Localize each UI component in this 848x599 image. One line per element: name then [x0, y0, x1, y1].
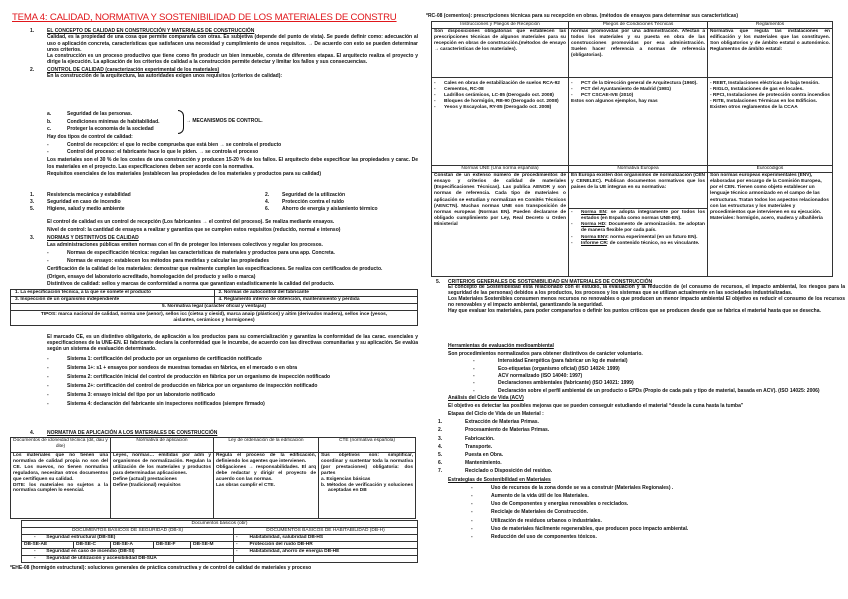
cell-text: Leyes, normas… emitidas por adm y organismos de normalización. Regulan la utilización de los materiales y productos para determinadas aplicaciones.: [113, 453, 211, 476]
list-item: Sistema 1: certificación del producto por un organismo de certificación notificado: [67, 355, 262, 362]
bullet: -: [47, 149, 49, 156]
table-cell: normas promovidas por una administración. Afectan a todos los materiales y su puesta en obra de las construcciones promovidas por esa administración. Suelen hacer referencia a normas de referencia (obligatorias).: [569, 29, 708, 78]
list-item: Sistema 4: declaración del fabricante sin inspectores notificados (siempre firmado): [67, 400, 265, 407]
section-number: 3.: [30, 234, 35, 241]
list-item: Fabricación.: [465, 435, 495, 442]
table-cell: [214, 453, 319, 519]
section-number: 5.: [436, 279, 441, 285]
table-header: Pliegos de Condiciones Técnicas: [569, 22, 708, 29]
list-item: PCT de la Dirección general de Arquitectura (1960).: [581, 81, 698, 87]
list-marker: 4.: [438, 443, 443, 450]
paragraph: Distintivos de calidad: sellos y marcas de conformidad a norma que garantizan estadísticamente la calidad del producto.: [47, 281, 335, 288]
section-number: 4.: [30, 430, 35, 436]
table-cell: - Cales en obras de estabilización de suelos RCA-92 - Cementos, RC-08 - Ladrillos cerámicos, LC-85 (Derogado oct. 2008) - Bloques de hormigón, RB-90 (Derogado oct. 2008) - Yesos y Escayolas, RY-85 (Derogado oct. 2008): [432, 78, 569, 166]
cell-text: Sus objetivos son: simplificar, coordinar y sustentar toda la normativa (por prestaciones) obligatoria: dos partes: [321, 453, 413, 476]
section-number: 2.: [30, 66, 35, 73]
section-heading: CONTROL DE CALIDAD (caracterización experimental de los materiales): [47, 66, 220, 73]
bullet: -: [47, 257, 49, 264]
bullet: -: [47, 250, 49, 257]
paragraph: Hay que evaluar los materiales, para poder compararlos o definir los puntos críticos que se producen desde que se fabrica el material hasta que se desecha.: [448, 308, 821, 315]
regulation-table: [10, 437, 416, 519]
list-item: Sistema 2: certificación inicial del control de producción en fábrica por un organismo de inspección notificado: [67, 373, 331, 380]
table-header: Ley de ordenación de la edificación: [214, 438, 319, 453]
list-item: - REBT, Instalaciones eléctricas de baja tensión.: [710, 81, 820, 87]
cell-text: b. Métodos de verificación y soluciones aceptadas en DB: [321, 482, 413, 494]
table-cell: Son normas europeas experimentales (ENV), elaboradas por encargo de la Comisión Europea, por el CEN. Tienen como objeto establecer un lenguaje técnico armonizado en el campo de las estructuras. Tratan todos los aspectos relacionados con las estructuras y los materiales y procedimientos que intervienen en su ejecución. Materiales: hormigón, acero, madera y albañilería: [708, 173, 833, 277]
list-marker: 6.: [265, 206, 270, 212]
list-item: Extracción de Materias Primas.: [465, 419, 539, 426]
list-item: Reciclado o Disposición del residuo.: [465, 468, 553, 475]
table-cell: [111, 453, 214, 519]
norm-desc: : de contenido técnico, no es vinculante.: [606, 240, 700, 246]
basic-documents-table: [21, 520, 418, 563]
table-cell: En Europa existen dos organismos de normalización (CEN y CENELEC). Publican documentos normativos que los países de la UE integran en su normativa: - Norma EN: se adopta íntegramente por todos los estados (en España como normas UNE-EN). - Norma HD: Documento de armonización. Se adoptan de manera flexible por cada país. - Norma ENV: norma experimental (en un futuro EN). - Informe CR: de contenido técnico, no es vinculante.: [569, 173, 708, 277]
list-item: - RPCI, Instalaciones de protección contra incendios: [710, 93, 830, 99]
bullet: -: [234, 549, 248, 556]
bullet: -: [47, 373, 49, 380]
norm-name: Norma HD: [581, 222, 606, 228]
list-item: Uso de Componentes y energías renovables o reciclados.: [491, 501, 629, 508]
list-item: Condiciones mínimas de habitabilidad.: [67, 118, 160, 125]
table-cell: 5. Normativa legal (carácter oficial y ventajas): [11, 304, 418, 311]
list-marker: 7.: [438, 468, 443, 475]
list-item: Normas de ensayo: establecen los métodos para medirlas y calcular las propiedades: [67, 257, 270, 264]
list-marker: 5.: [438, 452, 443, 459]
list-item: Intensidad Energética (para fabricar un kg de material): [498, 358, 628, 365]
table-cell: Constan de un extenso número de procedimientos de ensayo y criterios de calidad de materiales (Especificaciones Técnicas). Las publica AENOR y son normas de referencia. Cada tipo de materiales o aplicación se estudian y normalizan en Comités Técnicos (AENCTN). Muchas normas UNE son transposición de normas europeas (Normas EN). Pueden declararse de obligado cumplimiento por Ley, Real Decreto u Orden Ministerial: [432, 173, 569, 277]
cell-text: Define (tradicional) requisitos: [113, 482, 181, 488]
paragraph: Los materiales son el 30 % de los costes de una construcción y producen 15-20 % de los fallos. El arquitecto debe especificar las propiedades y carac. De los materiales en el proyecto. Las especificaciones deben ser acorde con la normativa.: [47, 156, 418, 170]
list-item: Cales en obras de estabilización de suelos RCA-92: [444, 81, 560, 87]
norm-name: Norma ENV: [581, 234, 608, 240]
list-item: Aumento de la vida útil de los Materiales.: [491, 493, 589, 500]
list-marker: a.: [47, 111, 52, 117]
table-header: Normativa de aplicación: [111, 438, 214, 453]
section-3: [30, 219, 418, 289]
table-header: Eurocódigos: [708, 166, 833, 173]
cell-text: Las obras cumplir el CTE.: [216, 482, 275, 488]
table-cell: TIPOS: marca nacional de calidad, norma une (aenor), sellos icc (cietsa y ciesid), marca anaip (plásticos) y aitim (derivados madera), sellos ince (yesos, aislantes, cerámicos y hormigones): [11, 311, 418, 326]
list-item: Resistencia mecánica y estabilidad: [47, 192, 131, 198]
cell-text: Seguridad en caso de incendio (DB-SI): [46, 549, 135, 554]
quality-marks-table: [10, 289, 418, 326]
bullet: -: [47, 141, 49, 148]
list-item: Sistema 3: ensayo inicial del tipo por un laboratorio notificado: [67, 391, 216, 398]
paragraph: Hay dos tipos de control de calidad:: [47, 134, 133, 140]
paragraph: Calidad, es la propiedad de una cosa que permite compararla con otras. Es subjetiva (depende del punto de vista). Se puede definir como: adecuación al uso o aplicación concreta, características que satisfacen una necesidad y cumplimiento de unos requisitos. → De acuerdo con esto se pueden determinar unos criterios.: [47, 34, 418, 53]
list-marker: 4.: [265, 199, 270, 205]
table-cell: [319, 453, 416, 519]
table-header: CTE (normativa española): [319, 438, 416, 453]
list-item: Seguridad de las personas.: [67, 111, 133, 117]
page-title: TEMA 4: CALIDAD, NORMATIVA Y SOSTENIBILIDAD DE LOS MATERIALES DE CONSTRU: [12, 12, 397, 23]
section-heading: CRITERIOS GENERALES DE SOSTENIBILIDAD EN MATERIALES DE CONSTRUCCIÓN: [448, 279, 653, 285]
list-item: Transporte.: [465, 443, 493, 450]
table-cell: 4. Reglamento interno de obtención, mantenimiento y pérdida: [214, 297, 418, 304]
table-header: Normas UNE (Una norma española): [432, 166, 569, 173]
table-cell: Son disposiciones obligatorias que establecen las prescripciones técnicas de algunos materiales para su recepción en obras de construcción.(métodos de ensayo → características de los materiales).: [432, 29, 569, 78]
list-marker: 2.: [265, 192, 270, 198]
norm-desc: : se adopta íntegramente por todos los estados (en España como normas UNE-EN).: [581, 210, 705, 222]
paragraph: Los Materiales Sostenibles consumen menos recursos no renovables o que producen un menor impacto ambiental El objetivo es reducir el consumo de los recursos no renovables y el impacto ambiental, garantizando la seguridad.: [448, 296, 845, 309]
list-item: Declaraciones ambientales (fabricante) (ISO 14021: 1999): [498, 380, 634, 387]
footnote: *EHE-08 (hormigón estructural): soluciones generales de práctica constructiva y de control de calidad de materiales y proceso: [10, 565, 312, 571]
bullet: -: [34, 556, 36, 561]
paragraph: Certificación de la calidad de los materiales: demostrar que realmente cumplen las especificaciones. Se realiza con certificados de producto.: [47, 265, 383, 272]
section-heading: EL CONCEPTO DE CALIDAD EN CONSTRUCCIÓN Y MATERIALES DE CONSTRUCCIÓN: [47, 28, 255, 34]
list-item: Yesos y Escayolas, RY-85 (Derogado oct. 2008): [444, 105, 552, 111]
list-marker: 1.: [438, 419, 443, 426]
table-cell: Protección del ruido DB-HR: [248, 542, 418, 549]
list-item: Declaración sobre el perfil ambiental de un producto o EPDs (Propio de cada país y tipo de material, basada en ACV). (ISO 14025: 2006): [498, 387, 820, 394]
cell-text: En Europa existen dos organismos de normalización (CEN y CENELEC). Publican documentos normativos que los países de la UE integran en su normativa:: [569, 173, 707, 209]
sustainability-details: Herramientas de evaluación medioambiental Son procedimientos normalizados para obtener distintivos de carácter voluntario. - Intensidad Energética (para fabricar un kg de material) - Eco-etiquetas (organismo oficial) (ISO 14024: 1999) - ACV normalizado (ISO 14040: 1997) - Declaraciones ambientales (fabricante) (ISO 14021: 1999) - Declaración sobre el perfil ambiental de un producto o EPDs (Propio de cada país y tipo de material, basada en ACV). (ISO 14025: 2006) Análisis del Ciclo de Vida (ACV) El objetivo es detectar las posibles mejoras que se pueden conseguir estudiando el material “desde la cuna hasta la tumba” Etapas del Ciclo de Vida de un Material : 1. Extracción de Materias Primas. 2. Procesamiento de Materias Primas. 3. Fabricación. 4. Transporte. 5. Puesta en Obra. 6. Mantenimiento. 7. Reciclado o Disposición del residuo. Estrategias de Sostenibilidad en Materiales - Uso de recursos de la zona donde se va a construir (Materiales Regionales) . - Aumento de la vida útil de los Materiales. - Uso de Componentes y energías renovables o reciclados. - Reciclaje de Materiales de Construcción. - Utilización de residuos urbanos o industriales. - Uso de materiales fácilmente regenerables, que producen poco impacto ambiental. - Reducción del uso de componentes tóxicos.: [448, 342, 845, 541]
bullet: -: [234, 535, 248, 542]
table-header: Documentos básicos (obr): [22, 521, 418, 528]
list-marker: c.: [47, 126, 52, 132]
subheading: Herramientas de evaluación medioambiental: [448, 343, 554, 349]
paragraph: El concepto de Sostenibilidad está relacionado con el estudio, la evaluación y la reducción de (el consumo de recursos, el impacto ambiental, los riesgos para la seguridad de las personas) debidos a los productos, los procesos y los sistemas que se utilizan actualmente en las sociedades industrializadas.: [448, 284, 845, 297]
table-header: Reglamentos: [708, 22, 833, 29]
reception-table: [431, 21, 833, 277]
table-cell: 2. Normas de autocontrol del fabricante: [214, 290, 418, 297]
cell-text: Seguridad de utilización y accesibilidad DB-SUA: [46, 556, 157, 561]
list-marker: 1.: [30, 192, 35, 198]
cell-text: Estos son algunos ejemplos, hay mas: [571, 99, 658, 105]
table-cell: [22, 535, 234, 542]
paragraph: El marcado CE, es un distintivo obligatorio, de aplicación a los productos para su comercialización y garantiza la conformidad de las carac. esenciales y especificaciones de la UNE-EN. El fabricante declara la conformidad que le incumbe, de acuerdo con las directivas comunitarias y su aplicación. Se evalúa según un sistema de evaluación determinado.: [47, 334, 418, 353]
list-item: Protección contra el ruido: [282, 199, 344, 205]
mechanisms-label: → MECANISMOS DE CONTROL.: [186, 118, 263, 124]
paragraph: Requisitos esenciales de los materiales (establecen las propiedades de los materiales y productos para su calidad): [47, 170, 321, 177]
paragraph: El objetivo es detectar las posibles mejoras que se pueden conseguir estudiando el material “desde la cuna hasta la tumba”: [448, 402, 744, 409]
list-item: Control de recepción: el que lo recibe comprueba que está bien → se controla el producto: [67, 141, 282, 148]
section-number: 1.: [30, 28, 35, 34]
table-cell: 3. Inspección de un organismo independiente: [11, 297, 215, 304]
list-item: PCT CSCAE-IVE (2010): [581, 93, 634, 99]
list-item: Puesta en Obra.: [465, 452, 504, 459]
paragraph: La construcción es un proceso productivo que tiene como fin producir un bien inmueble, consta de diferentes etapas. El arquitecto realiza el proyecto y dirige la ejecución. La aplicación de los criterios de calidad a la construcción permite detectar y limitar los fallos y sus consecuencias.: [47, 52, 418, 65]
list-item: Ahorro de energía y aislamiento térmico: [282, 206, 378, 212]
cell-text: Define (actual) prestaciones: [113, 476, 177, 482]
norm-name: Informe CR: [581, 240, 607, 246]
list-item: Procesamiento de Materias Primas.: [465, 427, 550, 434]
section-1: [30, 28, 418, 80]
table-header: DOCUMENTOS BÁSICOS DE SEGURIDAD (DB-S): [22, 528, 234, 535]
table-cell: Habitabilidad, salubridad DB-HS: [248, 535, 418, 542]
list-item: Ladrillos cerámicos, LC-85 (Derogado oct. 2008): [444, 93, 554, 99]
table-cell: 1. La especificación técnica, a la que se somete el producto: [11, 290, 215, 297]
list-item: PCT del Ayuntamiento de Madrid (1981): [581, 87, 671, 93]
table-cell: DB-SE-F: [154, 542, 191, 549]
bullet: -: [47, 355, 49, 362]
table-header: Instrucciones y Pliegos de Recepción: [432, 22, 569, 29]
paragraph: (Origen, ensayo del laboratorio acreditado, homologación del producto y sello o marca): [47, 273, 256, 280]
cell-text: Obligaciones → responsabilidades. El arq debe redactar y dirigir el proyecto de acuerdo con las normas.: [216, 464, 316, 482]
list-item: Normas de especificación técnica: regulan las características de materiales y productos para una app. Concreta.: [67, 250, 335, 257]
norm-name: Norma EN: [581, 210, 606, 216]
section-heading: NORMATIVA DE APLICACIÓN A LOS MATERIALES DE CONSTRUCCIÓN: [47, 430, 218, 436]
list-item: - RITE, Instalaciones Térmicas en los Edificios.: [710, 99, 818, 105]
list-item: Seguridad en caso de incendio: [47, 199, 121, 205]
list-marker: 2.: [438, 427, 443, 434]
cell-text: a. Exigencias básicas: [321, 476, 371, 482]
table-cell: DB-SE-C: [74, 542, 111, 549]
bullet: -: [34, 549, 36, 554]
table-cell: [708, 78, 833, 166]
list-item: Higiene, salud y medio ambiente: [47, 206, 125, 212]
paragraph: El control de calidad es un control de recepción (Los fabricantes → el control del proceso). Se realiza mediante ensayos.: [47, 219, 335, 225]
list-item: Mantenimiento.: [465, 460, 502, 467]
cell-text: Los materiales que no tienen una normativa de calidad propia no son del CE. Los nuevos, no tienen normativa reguladora, necesitan otros documentos que certifiquen su calidad.: [13, 453, 108, 482]
list-marker: 5.: [30, 206, 35, 212]
table-cell: [22, 556, 234, 563]
table-cell: [22, 549, 234, 556]
ce-marking: [47, 334, 418, 409]
section-5: [436, 279, 845, 315]
list-item: Eco-etiquetas (organismo oficial) (ISO 14024: 1999): [498, 365, 620, 372]
list-item: Utilización de residuos urbanos o industriales.: [491, 517, 602, 524]
list-item: Sistema 2+: certificación del control de producción en fábrica por un organismo de inspección notificado: [67, 382, 318, 389]
list-item: Sistema 1+: s1 + ensayos por sondeos de muestras tomadas en fábrica, en el mercado o en obra: [67, 364, 298, 371]
bullet: -: [234, 542, 248, 549]
cell-text: Seguridad estructural (DB-SE): [46, 535, 116, 540]
table-header: DOCUMENTOS BÁSICOS DE HABITABILIDAD (DB-H): [234, 528, 418, 535]
norm-desc: : norma experimental (en un futuro EN).: [607, 234, 698, 240]
bullet: -: [34, 535, 36, 540]
paragraph: Son procedimientos normalizados para obtener distintivos de carácter voluntario.: [448, 351, 643, 358]
brace-icon: [178, 110, 184, 134]
paragraph: Las administraciones públicas emiten normas con el fin de proteger los intereses colectivos y regular los procesos.: [47, 242, 323, 249]
essential-requirements: [30, 192, 418, 213]
table-header: Normativa Europea: [569, 166, 708, 173]
paragraph: Nivel de control: la cantidad de ensayos a realizar y garantiza que se cumplen estos requisitos (reducido, normal e intenso): [47, 226, 341, 233]
list-marker: 6.: [438, 460, 443, 467]
list-item: Reducción del uso de componentes tóxicos.: [491, 534, 597, 541]
table-cell: DB-SE-AE: [22, 542, 74, 549]
subheading: Estrategias de Sostenibilidad en Materiales: [448, 476, 551, 483]
list-marker: 3.: [30, 199, 35, 205]
table-cell: [11, 453, 111, 519]
list-item: - RIGLO, Instalaciones de gas en locales.: [710, 87, 804, 93]
cell-text: Regula el proceso de la edificación, definiendo los agentes que intervienen.: [216, 453, 316, 464]
bullet: -: [47, 400, 49, 407]
section-2-body: [47, 134, 418, 178]
list-item: ACV normalizado (ISO 14040: 1997): [498, 373, 583, 379]
rc-note: *RC-08 (cementos): prescripciones técnicas para su recepción en obras. (métodos de ensayos para determinar sus características): [426, 13, 739, 19]
table-cell: Normativa que regula las instalaciones en edificación y los materiales que las constituyen. Son obligatorios y de ámbito estatal o autonómico. Reglamentos de ámbito estatal:: [708, 29, 833, 78]
table-cell: - PCT de la Dirección general de Arquitectura (1960). - PCT del Ayuntamiento de Madrid (1981) - PCT CSCAE-IVE (2010) Estos son algunos ejemplos, hay mas: [569, 78, 708, 166]
table-cell: [234, 556, 418, 563]
list-marker: b.: [47, 118, 52, 125]
paragraph: En la construcción de la arquitectura, las autoridades exigen unos requisitos (criterios de calidad):: [47, 73, 283, 80]
list-item: Seguridad de la utilización: [282, 192, 346, 198]
list-item: Cementos, RC-08: [444, 87, 484, 93]
section-4-heading: [30, 430, 217, 436]
list-item: Uso de recursos de la zona donde se va a construir (Materiales Regionales) .: [491, 484, 674, 491]
table-cell: DB-SE-M: [191, 542, 234, 549]
section-heading: NORMAS Y DISTINTIVOS DE CALIDAD: [47, 234, 139, 241]
table-cell: DB-SE-A: [111, 542, 154, 549]
subheading: Análisis del Ciclo de Vida (ACV): [448, 394, 524, 401]
list-marker: 3.: [438, 435, 443, 442]
list-item: Reciclaje de Materiales de Construcción.: [491, 509, 588, 516]
paragraph: Etapas del Ciclo de Vida de un Material :: [448, 411, 544, 417]
list-item: Control del proceso: el fabricante hace lo que le piden. → se controla el proceso: [67, 149, 259, 156]
table-header: Documentos de idoneidad técnica (dit, dau y dite): [11, 438, 111, 453]
cell-text: Existen otros reglamentos de la CCAA: [710, 105, 798, 111]
list-item: Proteger la economía de la sociedad: [67, 126, 154, 132]
norm-desc: : Documento de armonización. Se adoptan de manera flexible por cada país.: [581, 222, 705, 234]
cell-text: DITE: los materiales no sujetos a la normativa cumplen lo esencial.: [13, 482, 108, 494]
bullet: -: [47, 382, 49, 389]
list-item: Uso de materiales fácilmente regenerables, que producen poco impacto ambiental.: [491, 525, 689, 532]
list-item: Bloques de hormigón, RB-90 (Derogado oct. 2008): [444, 99, 559, 105]
bullet: -: [47, 391, 49, 398]
bullet: -: [47, 364, 49, 371]
table-cell: Habitabilidad, ahorro de energía DB-HE: [248, 549, 418, 556]
